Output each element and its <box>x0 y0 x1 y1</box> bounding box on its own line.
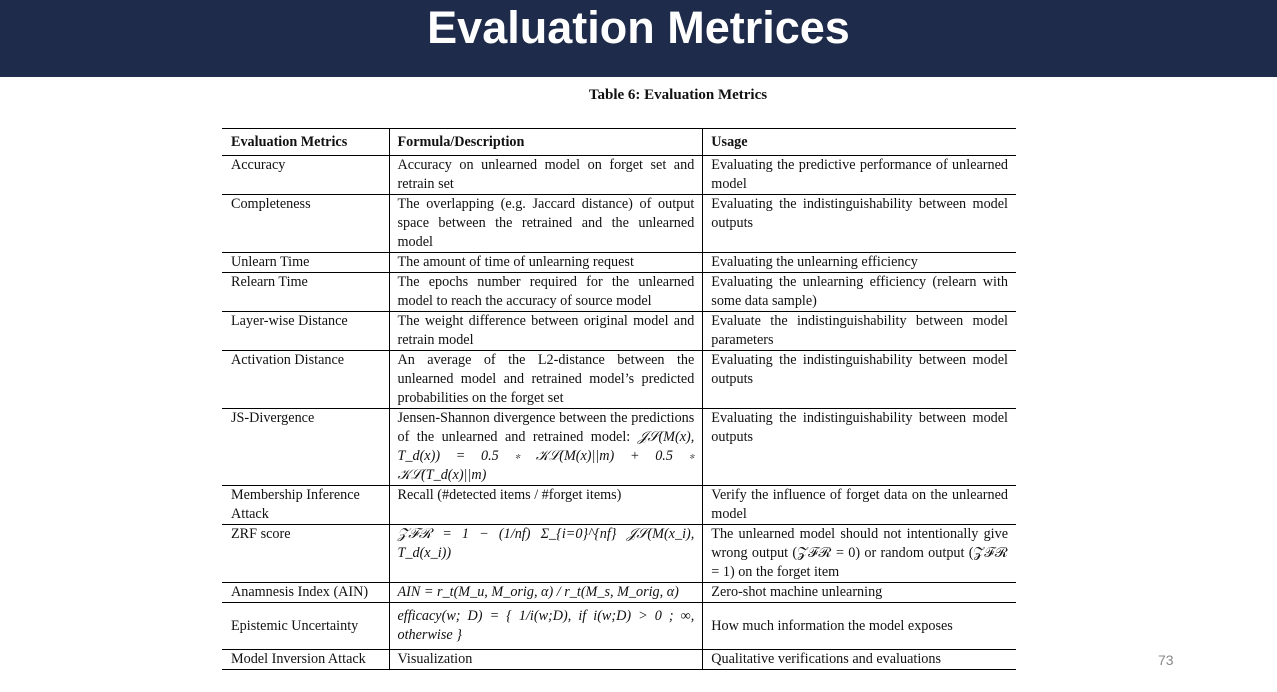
table-caption: Table 6: Evaluation Metrics <box>588 87 768 103</box>
zrf-formula: 𝒵ℱℛ = 1 − (1/nf) Σ_{i=0}^{nf} 𝒥𝒮(M(x_i), T_d(x_i)) <box>389 525 703 583</box>
usage-cell: Evaluate the indistinguishability between model parameters <box>703 312 1016 351</box>
metric-cell: ZRF score <box>222 525 389 583</box>
usage-cell: Evaluating the indistinguishability between model outputs <box>703 195 1016 253</box>
usage-cell: Evaluating the indistinguishability between model outputs <box>703 409 1016 486</box>
efficacy-formula: efficacy(w; D) = { 1/i(w;D), if i(w;D) > 0 ; ∞, otherwise } <box>389 603 703 650</box>
metric-cell: Activation Distance <box>222 351 389 409</box>
formula-cell: The overlapping (e.g. Jaccard distance) of output space between the retrained and the unlearned model <box>389 195 703 253</box>
table-row <box>222 650 1016 670</box>
header-formula: Formula/Description <box>389 129 703 156</box>
metric-cell: Epistemic Uncertainty <box>222 603 389 650</box>
usage-cell: Evaluating the indistinguishability between model outputs <box>703 351 1016 409</box>
usage-cell: How much information the model exposes <box>703 603 1016 650</box>
usage-cell: Verify the influence of forget data on the unlearned model <box>703 486 1016 525</box>
table-row <box>222 253 1016 273</box>
formula-cell: Accuracy on unlearned model on forget set and retrain set <box>389 156 703 195</box>
metric-cell: Completeness <box>222 195 389 253</box>
header-metric: Evaluation Metrics <box>222 129 389 156</box>
table-row <box>222 583 1016 603</box>
formula-cell: Visualization <box>389 650 703 670</box>
usage-cell: The unlearned model should not intentionally give wrong output (𝒵ℱℛ = 0) or random output (𝒵ℱℛ = 1) on the forget item <box>703 525 1016 583</box>
header-usage: Usage <box>703 129 1016 156</box>
table-row <box>222 603 1016 650</box>
js-divergence-formula: 𝒥𝒮(M(x), T_d(x)) = 0.5 ∗ 𝒦ℒ(M(x)||m) + 0.5 ∗ 𝒦ℒ(T_d(x)||m) <box>397 429 695 483</box>
metric-cell: Accuracy <box>222 156 389 195</box>
usage-cell: Qualitative verifications and evaluations <box>703 650 1016 670</box>
metric-cell: JS-Divergence <box>222 409 389 486</box>
table-row <box>222 409 1016 486</box>
table-row <box>222 312 1016 351</box>
ain-formula: AIN = r_t(M_u, M_orig, α) / r_t(M_s, M_orig, α) <box>389 583 703 603</box>
metric-cell: Unlearn Time <box>222 253 389 273</box>
usage-cell: Zero-shot machine unlearning <box>703 583 1016 603</box>
usage-cell: Evaluating the unlearning efficiency <box>703 253 1016 273</box>
table-row <box>222 486 1016 525</box>
table-row <box>222 195 1016 253</box>
metric-cell: Relearn Time <box>222 273 389 312</box>
formula-text: Jensen-Shannon divergence between the predictions of the unlearned and retrained model: <box>397 410 695 445</box>
table-row <box>222 525 1016 583</box>
formula-cell <box>389 409 703 486</box>
formula-cell: Recall (#detected items / #forget items) <box>389 486 703 525</box>
metric-cell: Layer-wise Distance <box>222 312 389 351</box>
slide-title: Evaluation Metrices <box>427 2 850 53</box>
table-row <box>222 156 1016 195</box>
formula-cell: The weight difference between original model and retrain model <box>389 312 703 351</box>
formula-cell: An average of the L2-distance between the unlearned model and retrained model’s predicted probabilities on the forget set <box>389 351 703 409</box>
evaluation-metrics-table <box>222 128 1016 670</box>
formula-cell: The epochs number required for the unlearned model to reach the accuracy of source model <box>389 273 703 312</box>
formula-cell: The amount of time of unlearning request <box>389 253 703 273</box>
usage-cell: Evaluating the unlearning efficiency (relearn with some data sample) <box>703 273 1016 312</box>
table-header-row <box>222 129 1016 156</box>
metric-cell: Model Inversion Attack <box>222 650 389 670</box>
usage-cell: Evaluating the predictive performance of unlearned model <box>703 156 1016 195</box>
metric-cell: Anamnesis Index (AIN) <box>222 583 389 603</box>
table-row <box>222 273 1016 312</box>
table-row <box>222 351 1016 409</box>
metric-cell: Membership Inference Attack <box>222 486 389 525</box>
title-bar <box>0 0 1277 77</box>
slide-number: 73 <box>1158 652 1174 668</box>
